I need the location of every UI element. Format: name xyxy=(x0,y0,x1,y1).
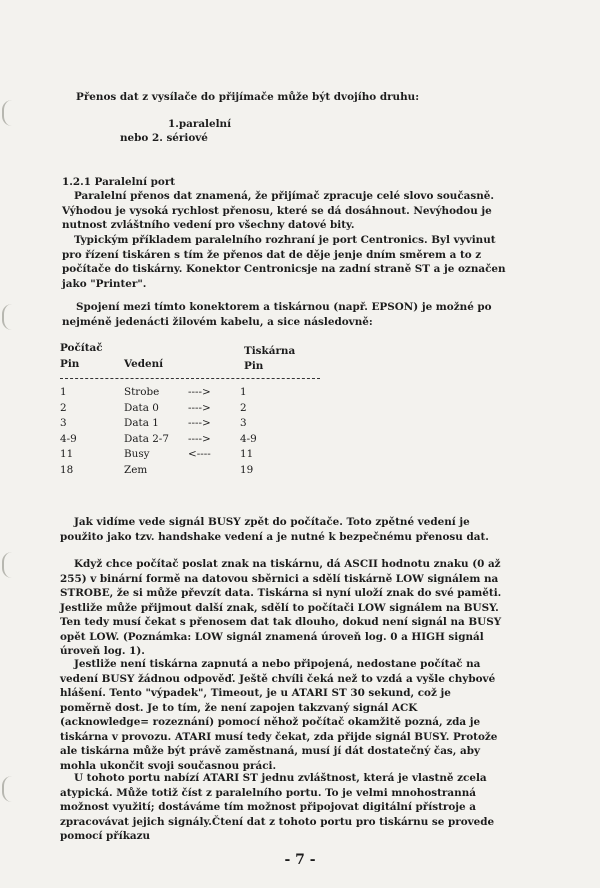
paragraph: Typickým příkladem paralelního rozhraní je port Centronics. Byl vyvinut pro řízení tiskáren s tím že přenos dat de děje jenje dním směrem a to z počítače do tiskárny. Konektor Centronicsje na zadní straně ST a je označen jako "Printer". xyxy=(62,234,506,290)
row-line: Data 2-7 xyxy=(124,432,169,445)
table-row xyxy=(60,464,360,479)
table-header-printer: Tiskárna xyxy=(244,345,296,357)
row-line: Data 1 xyxy=(124,417,159,430)
row-line: Busy xyxy=(124,448,150,461)
section-heading: 1.2.1 Paralelní port xyxy=(62,176,176,188)
binder-hole-mark xyxy=(2,100,12,126)
row-pin: 2 xyxy=(60,401,67,414)
intro-text: Přenos dat z vysílače do přijímače může být dvojího druhu: xyxy=(76,91,420,103)
row-pin: 11 xyxy=(60,448,74,461)
table-divider xyxy=(60,378,320,379)
option-parallel: 1.paralelní xyxy=(168,118,232,130)
table-row xyxy=(60,448,360,463)
row-printer-pin: 4-9 xyxy=(240,432,257,445)
paragraph: Paralelní přenos dat znamená, že přijímač zpracuje celé slovo současně. Výhodou je vysoká rychlost přenosu, které se dá dosáhnout. Nevýhodou je nutnost zvláštního vedení pro všechny datové bity. xyxy=(62,190,495,231)
table-row xyxy=(60,402,360,417)
row-printer-pin: 3 xyxy=(240,417,247,430)
row-line: Data 0 xyxy=(124,401,159,414)
row-printer-pin: 1 xyxy=(240,386,247,398)
paragraph: Když chce počítač poslat znak na tiskárnu, dá ASCII hodnotu znaku (0 až 255) v binární formě na datovou sběrnici a sdělí tiskárně LOW signálem na STROBE, že si může převzít data. Tiskárna si nyní uloží znak do své paměti. Jestliže může přijmout další znak, sdělí to počítači LOW signálem na BUSY. Ten tedy musí čekat s přenosem dat tak dlouho, dokud není signál na BUSY opět LOW. (Poznámka: LOW signál znamená úroveň log. 0 a HIGH signál úroveň log. 1). xyxy=(60,558,502,657)
table-header-computer: Počítač xyxy=(60,342,103,354)
paragraph: U tohoto portu nabízí ATARI ST jednu zvláštnost, která je vlastně zcela atypická. Může totiž číst z paralelního portu. To je velmi mnohostranná možnost využití; dostáváme tím možnost připojovat digitální přístroje a zpracovávat jejich signály.Čtení dat z tohoto portu pro tiskárnu se provede pomocí příkazu xyxy=(60,772,495,842)
binder-hole-mark xyxy=(2,552,12,578)
row-arrow: ----> xyxy=(188,401,211,414)
table-row xyxy=(60,386,360,401)
table-header-pin-printer: Pin xyxy=(244,360,264,372)
binder-hole-mark xyxy=(2,304,12,330)
row-printer-pin: 2 xyxy=(240,401,247,414)
row-line: Strobe xyxy=(124,386,160,398)
row-pin: 3 xyxy=(60,417,67,430)
row-pin: 1 xyxy=(60,386,67,398)
page-number: - 7 - xyxy=(284,852,316,868)
paragraph: Spojení mezi tímto konektorem a tiskárnou (např. EPSON) je možné po nejméně jedenácti žilovém kabelu, a sice následovně: xyxy=(62,301,492,328)
binder-hole-mark xyxy=(2,776,12,802)
table-row xyxy=(60,417,360,432)
paragraph: Jestliže není tiskárna zapnutá a nebo připojená, nedostane počítač na vedení BUSY žádnou odpověď. Ještě chvíli čeká než to vzdá a vyšle chybové hlášení. Tento "výpadek", Timeout, je u ATARI ST 30 sekund, což je poměrně dost. Je to tím, že není zapojen takzvaný signál ACK (acknowledge= rozeznání) pomocí něhož počítač okamžitě pozná, zda je tiskárna v provozu. ATARI musí tedy čekat, zda přijde signál BUSY. Protože ale tiskárna může být právě zaměstnaná, musí jí dát dostatečný čas, aby mohla ukončit svoji současnou práci. xyxy=(60,658,498,772)
row-arrow: ----> xyxy=(188,432,211,445)
table-row xyxy=(60,433,360,448)
row-pin: 4-9 xyxy=(60,432,77,445)
row-arrow: ----> xyxy=(188,417,211,430)
row-line: Zem xyxy=(124,464,148,476)
option-serial: nebo 2. sériové xyxy=(120,132,208,144)
row-printer-pin: 11 xyxy=(240,448,254,461)
table-header-pin: Pin xyxy=(60,358,80,370)
row-arrow: ----> xyxy=(188,386,211,398)
table-header-line: Vedení xyxy=(124,358,164,370)
row-arrow: <---- xyxy=(188,448,211,461)
paragraph: Jak vidíme vede signál BUSY zpět do počítače. Toto zpětné vedení je použito jako tzv. handshake vedení a je nutné k bezpečnému přenosu dat. xyxy=(60,516,489,543)
row-pin: 18 xyxy=(60,464,74,476)
row-printer-pin: 19 xyxy=(240,464,254,476)
